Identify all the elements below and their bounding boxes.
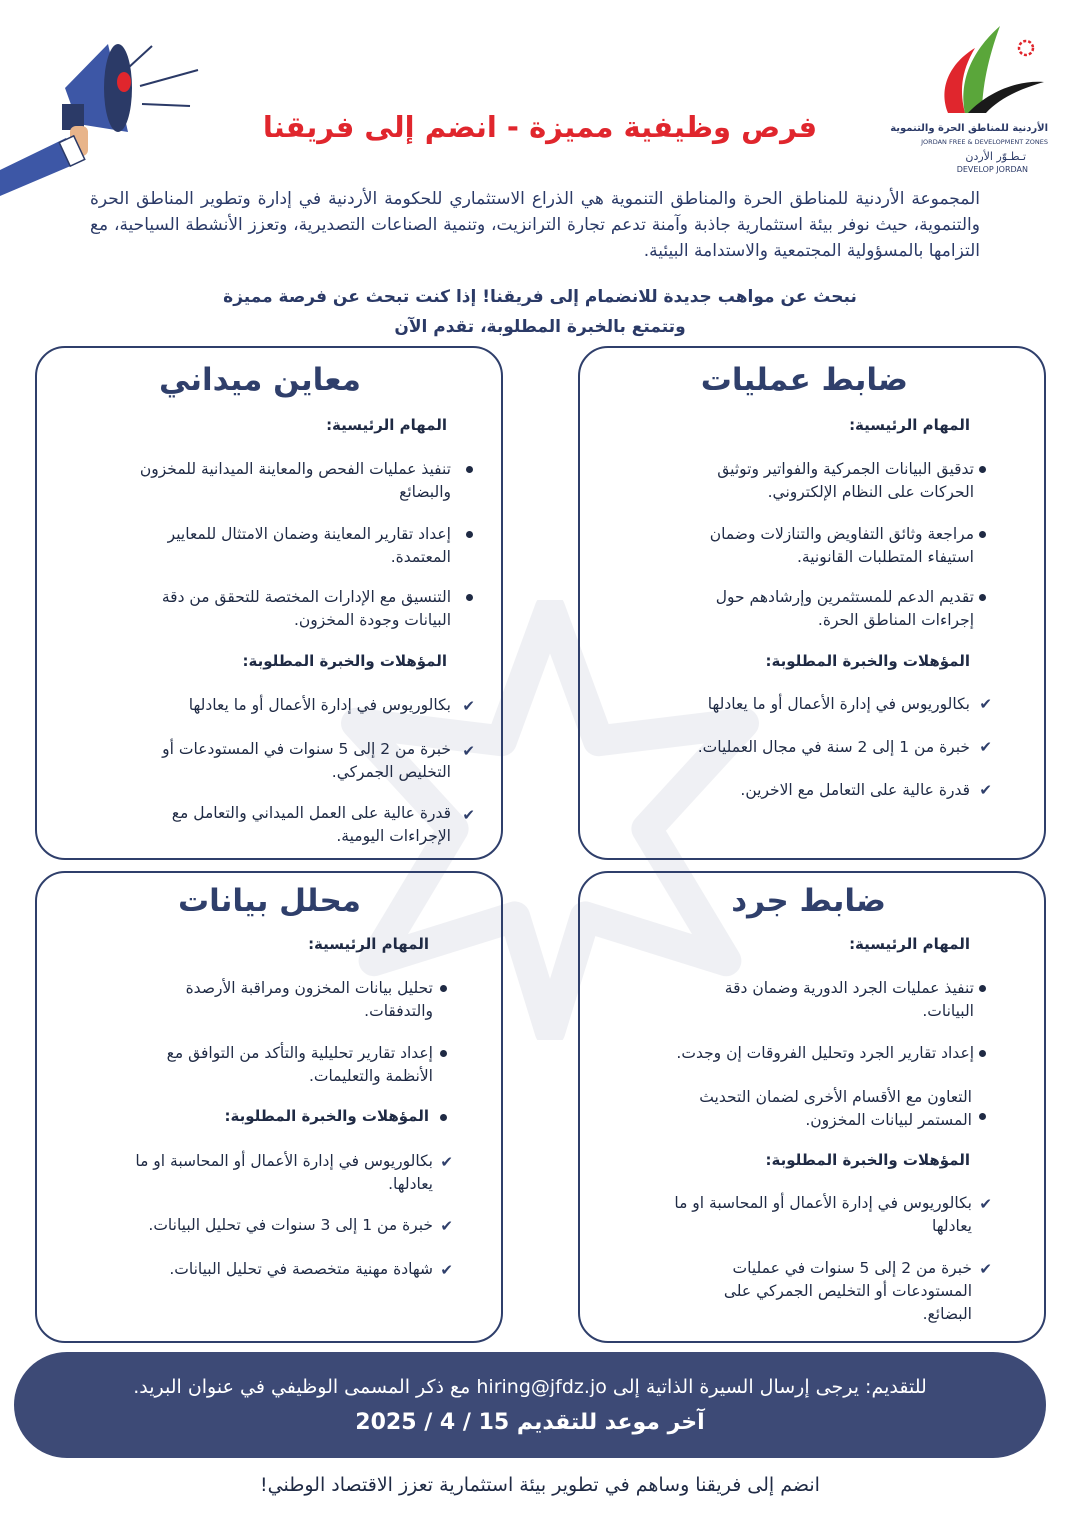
bullet-icon bbox=[466, 531, 473, 538]
bullet-icon bbox=[440, 1114, 447, 1121]
checkmark-icon: ✔ bbox=[440, 1153, 453, 1171]
qualification-item: خبرة من 2 إلى 5 سنوات في عمليات المستودعات أو التخليص الجمركي على البضائع. bbox=[723, 1259, 972, 1323]
logo-english-name: JORDAN FREE & DEVELOPMENT ZONES bbox=[921, 138, 1048, 146]
logo-arabic-name: الأردنية للمناطق الحرة والتنموية bbox=[890, 123, 1048, 134]
checkmark-icon: ✔ bbox=[979, 738, 992, 756]
qualification-item: بكالوريوس في إدارة الأعمال أو المحاسبة او ما يعادلها. bbox=[135, 1152, 433, 1193]
checkmark-icon: ✔ bbox=[462, 697, 475, 715]
job-card-inventory-officer bbox=[578, 871, 1046, 1343]
checkmark-icon: ✔ bbox=[462, 742, 475, 760]
task-item: تحليل بيانات المخزون ومراقبة الأرصدة والتدفقات. bbox=[185, 979, 433, 1020]
task-item: مراجعة وثائق التفاويض والتنازلات وضمان استيفاء المتطلبات القانونية. bbox=[709, 525, 974, 566]
task-item: تنفيذ عمليات الفحص والمعاينة الميدانية للمخزون والبضائع bbox=[139, 460, 451, 501]
callout bbox=[150, 282, 930, 342]
bullet-icon bbox=[440, 1050, 447, 1057]
tasks-heading: المهام الرئيسية: bbox=[326, 416, 447, 434]
checkmark-icon: ✔ bbox=[979, 781, 992, 799]
qualification-item: قدرة عالية على التعامل مع الاخرين. bbox=[740, 781, 970, 799]
qualifications-heading: المؤهلات والخبرة المطلوبة: bbox=[224, 1107, 429, 1125]
qualification-item: قدرة عالية على العمل الميداني والتعامل مع الإجراءات اليومية. bbox=[171, 804, 451, 845]
bullet-icon bbox=[979, 466, 986, 473]
develop-jordan-arabic: تـطـوّر الأردن bbox=[965, 150, 1026, 163]
bullet-icon bbox=[466, 466, 473, 473]
bullet-icon bbox=[979, 531, 986, 538]
checkmark-icon: ✔ bbox=[979, 695, 992, 713]
qualification-item: خبرة من 1 إلى 2 سنة في مجال العمليات. bbox=[697, 738, 970, 756]
task-item: إعداد تقارير تحليلية والتأكد من التوافق مع الأنظمة والتعليمات. bbox=[166, 1044, 433, 1085]
job-card-data-analyst bbox=[35, 871, 503, 1343]
bullet-icon bbox=[979, 1113, 986, 1120]
job-title: ضابط جرد bbox=[731, 883, 886, 919]
bullet-icon bbox=[979, 985, 986, 992]
footer-banner bbox=[14, 1352, 1046, 1458]
checkmark-icon: ✔ bbox=[979, 1260, 992, 1278]
page-title: فرص وظيفية مميزة - انضم إلى فريقنا bbox=[262, 110, 818, 144]
task-item: إعداد تقارير الجرد وتحليل الفروقات إن وجدت. bbox=[676, 1044, 974, 1062]
qualifications-heading: المؤهلات والخبرة المطلوبة: bbox=[765, 652, 970, 670]
callout-line-2: وتتمتع بالخبرة المطلوبة، تقدم الآن bbox=[394, 317, 686, 337]
qualification-item: بكالوريوس في إدارة الأعمال أو ما يعادلها bbox=[707, 695, 970, 713]
task-item: تنفيذ عمليات الجرد الدورية وضمان دقة البيانات. bbox=[724, 979, 974, 1020]
application-deadline: آخر موعد للتقديم 15 / 4 / 2025 bbox=[355, 1410, 705, 1435]
checkmark-icon: ✔ bbox=[440, 1217, 453, 1235]
jfdz-logo bbox=[890, 18, 1060, 178]
tasks-heading: المهام الرئيسية: bbox=[849, 935, 970, 953]
bullet-icon bbox=[979, 594, 986, 601]
bullet-icon bbox=[466, 594, 473, 601]
qualifications-heading: المؤهلات والخبرة المطلوبة: bbox=[765, 1151, 970, 1169]
closing-statement: انضم إلى فريقنا وساهم في تطوير بيئة استثمارية تعزز الاقتصاد الوطني! bbox=[260, 1474, 820, 1496]
develop-jordan-english: DEVELOP JORDAN bbox=[956, 165, 1028, 174]
intro-paragraph: المجموعة الأردنية للمناطق الحرة والمناطق التنموية هي الذراع الاستثماري للحكومة الأردنية في إدارة وتطوير المناطق الحرة والتنموية، حيث نوفر بيئة استثمارية جاذبة وآمنة تدعم تجارة الترانزيت، وتنمية الصناعات التصديرية، وتعزز الأنشطة السياحية، مع التزامها بالمسؤولية المجتمعية والاستدامة البيئية. bbox=[90, 189, 980, 261]
task-item: إعداد تقارير المعاينة وضمان الامتثال للمعايير المعتمدة. bbox=[167, 525, 451, 566]
qualifications-heading: المؤهلات والخبرة المطلوبة: bbox=[242, 652, 447, 670]
logo-mark-icon bbox=[920, 18, 1050, 118]
job-card-field-inspector bbox=[35, 346, 503, 860]
job-title: محلل بيانات bbox=[177, 883, 361, 919]
callout-line-1: نبحث عن مواهب جديدة للانضمام إلى فريقنا! إذا كنت تبحث عن فرصة مميزة bbox=[223, 287, 857, 307]
job-card-operations-officer bbox=[578, 346, 1046, 860]
bullet-icon bbox=[979, 1050, 986, 1057]
qualification-item: خبرة من 2 إلى 5 سنوات في المستودعات أو التخليص الجمركي. bbox=[162, 740, 451, 781]
task-item: التعاون مع الأقسام الأخرى لضمان التحديث المستمر لبيانات المخزون. bbox=[699, 1088, 972, 1129]
job-title: ضابط عمليات bbox=[700, 362, 908, 398]
apply-instructions: للتقديم: يرجى إرسال السيرة الذاتية إلى hiring@jfdz.jo مع ذكر المسمى الوظيفي في عنوان البريد. bbox=[133, 1376, 927, 1398]
qualification-item: خبرة من 1 إلى 3 سنوات في تحليل البيانات. bbox=[148, 1216, 433, 1234]
checkmark-icon: ✔ bbox=[462, 806, 475, 824]
qualification-item: بكالوريوس في إدارة الأعمال أو المحاسبة او ما يعادلها bbox=[674, 1194, 972, 1235]
job-title: معاين ميداني bbox=[158, 362, 361, 398]
checkmark-icon: ✔ bbox=[440, 1261, 453, 1279]
qualification-item: شهادة مهنية متخصصة في تحليل البيانات. bbox=[169, 1260, 433, 1278]
bullet-icon bbox=[440, 985, 447, 992]
tasks-heading: المهام الرئيسية: bbox=[308, 935, 429, 953]
megaphone-icon bbox=[0, 20, 210, 200]
qualification-item: بكالوريوس في إدارة الأعمال أو ما يعادلها bbox=[188, 696, 451, 714]
task-item: تدقيق البيانات الجمركية والفواتير وتوثيق الحركات على النظام الإلكتروني. bbox=[717, 460, 974, 501]
task-item: تقديم الدعم للمستثمرين وإرشادهم حول إجراءات المناطق الحرة. bbox=[715, 588, 974, 629]
checkmark-icon: ✔ bbox=[979, 1195, 992, 1213]
tasks-heading: المهام الرئيسية: bbox=[849, 416, 970, 434]
task-item: التنسيق مع الإدارات المختصة للتحقق من دقة البيانات وجودة المخزون. bbox=[161, 588, 451, 629]
